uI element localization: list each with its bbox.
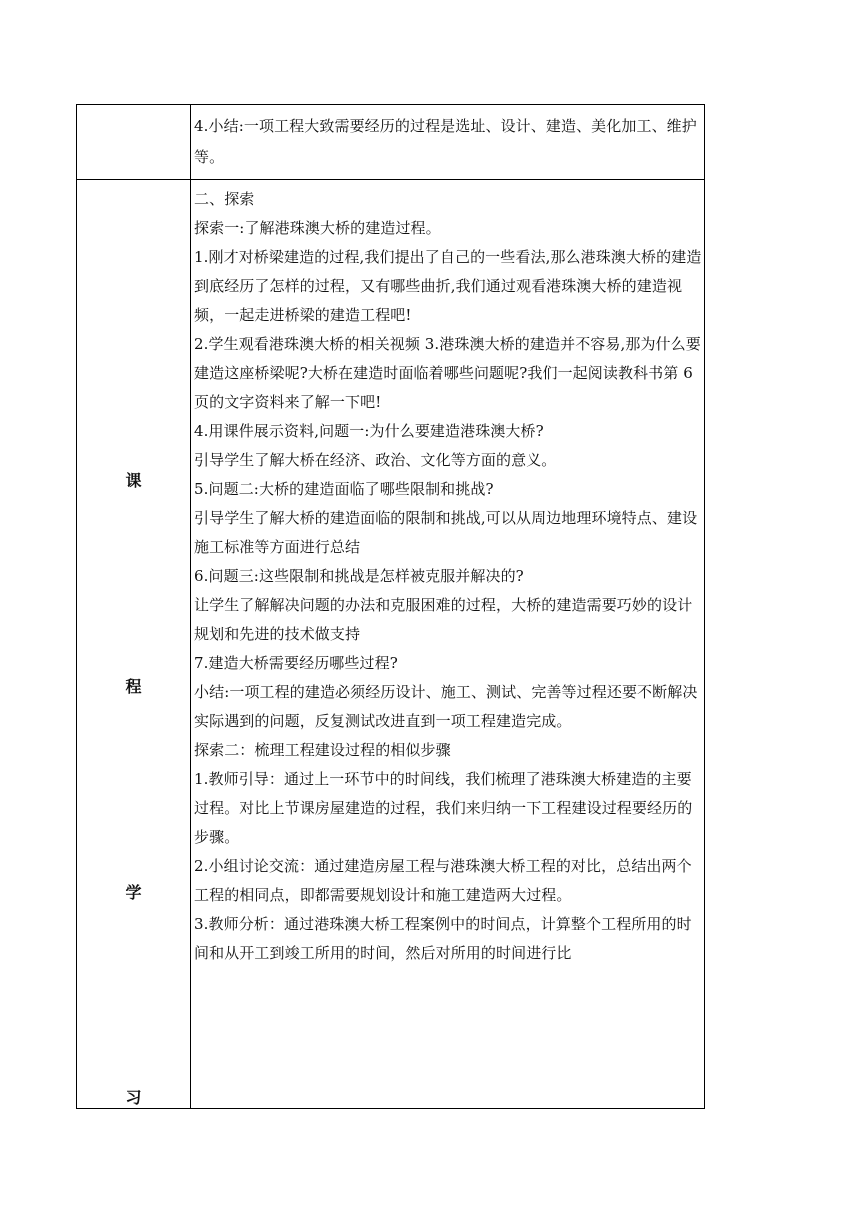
step-7-paragraph: 7.建造大桥需要经历哪些过程? xyxy=(194,654,398,672)
label-char-xi: 习 xyxy=(125,1088,142,1107)
explore-two-step-3: 3.教师分析：通过港珠澳大桥工程案例中的时间点，计算整个工程所用的时间和从开工到竣工所用的时间，然后对所用的时间进行比 xyxy=(194,915,692,962)
label-char-xue: 学 xyxy=(125,883,142,902)
step-2-3-paragraph: 2.学生观看港珠澳大桥的相关视频 3.港珠澳大桥的建造并不容易,那为什么要建造这座桥梁呢?大桥在建造时面临着哪些问题呢?我们一起阅读教科书第 6 页的文字资料来了解一下吧! xyxy=(194,335,701,411)
table-row-learning-process xyxy=(77,180,705,1109)
question-3-paragraph: 6.问题三:这些限制和挑战是怎样被克服并解决的? xyxy=(194,567,524,585)
explore-two-step-2: 2.小组讨论交流：通过建造房屋工程与港珠澳大桥工程的对比，总结出两个工程的相同点，即都需要规划设计和施工建造两大过程。 xyxy=(194,857,692,904)
section-heading: 二、探索 xyxy=(194,190,255,208)
content-cell-learning-process xyxy=(191,180,705,1109)
explore-one-heading: 探索一:了解港珠澳大桥的建造过程。 xyxy=(194,219,441,237)
label-char-ke: 课 xyxy=(125,471,142,490)
question-2-paragraph: 5.问题二:大桥的建造面临了哪些限制和挑战? xyxy=(194,480,494,498)
guide-3-paragraph: 让学生了解解决问题的办法和克服困难的过程，大桥的建造需要巧妙的设计规划和先进的技术做支持 xyxy=(194,596,693,643)
summary-paragraph: 4.小结:一项工程大致需要经历的过程是选址、设计、建造、美化加工、维护等。 xyxy=(194,117,697,166)
label-cell-empty xyxy=(77,105,191,180)
content-cell-summary xyxy=(191,105,705,180)
step-1-paragraph: 1.刚才对桥梁建造的过程,我们提出了自己的一些看法,那么港珠澳大桥的建造到底经历了怎样的过程，又有哪些曲折,我们通过观看港珠澳大桥的建造视频，一起走进桥梁的建造工程吧! xyxy=(194,248,702,324)
explore-two-heading: 探索二：梳理工程建设过程的相似步骤 xyxy=(194,741,451,759)
question-1-paragraph: 4.用课件展示资料,问题一:为什么要建造港珠澳大桥? xyxy=(194,422,544,440)
guide-1-paragraph: 引导学生了解大桥在经济、政治、文化等方面的意义。 xyxy=(194,451,557,469)
guide-2-paragraph: 引导学生了解大桥的建造面临的限制和挑战,可以从周边地理环境特点、建设施工标准等方面进行总结 xyxy=(194,509,698,556)
table-row-summary xyxy=(77,105,705,180)
explore-two-step-1: 1.教师引导：通过上一环节中的时间线，我们梳理了港珠澳大桥建造的主要过程。对比上节课房屋建造的过程，我们来归纳一下工程建设过程要经历的步骤。 xyxy=(194,770,693,846)
label-cell-learning-process xyxy=(77,180,191,1109)
label-char-cheng: 程 xyxy=(125,677,142,696)
lesson-plan-table xyxy=(76,104,705,1109)
explore-one-summary: 小结:一项工程的建造必须经历设计、施工、测试、完善等过程还要不断解决实际遇到的问题，反复测试改进直到一项工程建造完成。 xyxy=(194,683,698,730)
